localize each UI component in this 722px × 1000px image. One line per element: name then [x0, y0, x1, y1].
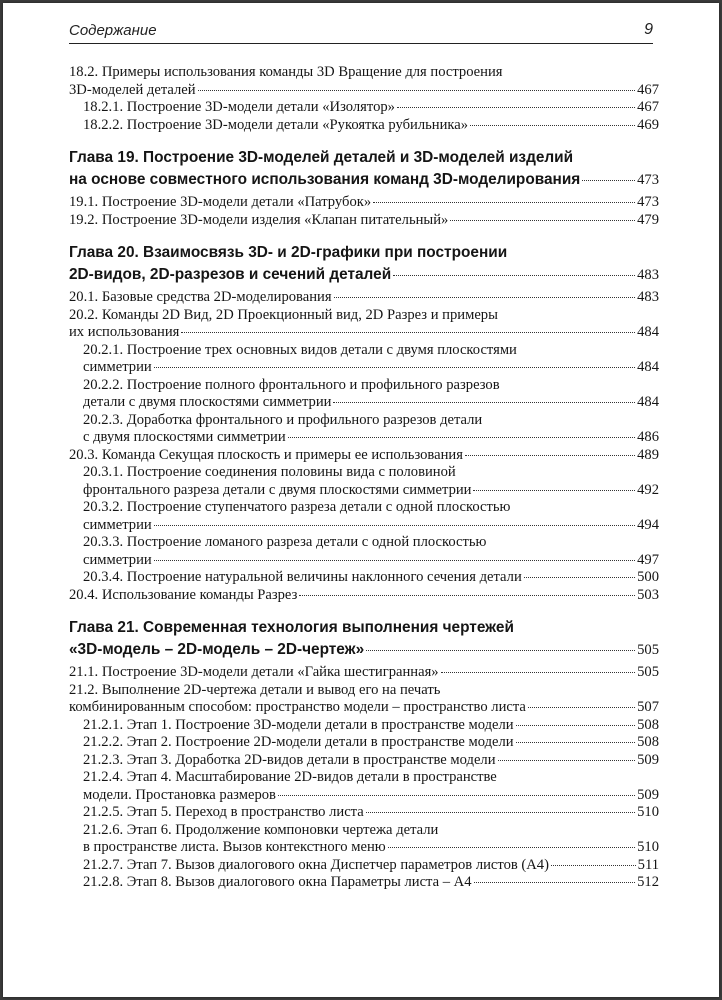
toc-entry-text: 21.2.4. Этап 4. Масштабирование 2D-видов детали в пространстве [83, 769, 497, 785]
toc-entry-text: 20.2.3. Доработка фронтального и профильного разрезов детали [83, 411, 483, 428]
toc-entry-text: 21.2.7. Этап 7. Вызов диалогового окна Диспетчер параметров листов (А4) [83, 856, 549, 873]
dot-leader [474, 882, 636, 883]
toc-page-number: 508 [637, 734, 659, 750]
toc-page-number: 505 [637, 642, 659, 658]
dot-leader [582, 180, 635, 181]
toc-page-number: 483 [637, 289, 659, 305]
dot-leader [373, 202, 635, 203]
toc-entry-text: 18.2.1. Построение 3D-модели детали «Изолятор» [83, 99, 395, 115]
dot-leader [470, 125, 635, 126]
toc-page-number: 484 [637, 324, 659, 340]
dot-leader [288, 437, 635, 438]
toc-entry[interactable] [69, 752, 659, 770]
dot-leader [154, 560, 635, 561]
toc-page-number: 507 [637, 699, 659, 715]
toc-page-number: 484 [637, 359, 659, 375]
toc-entry[interactable] [69, 212, 659, 230]
toc-entry-text: 21.2. Выполнение 2D-чертежа детали и вывод его на печать [69, 681, 441, 698]
dot-leader [465, 455, 635, 456]
toc-entry[interactable] [69, 99, 659, 117]
toc-page-number: 505 [637, 664, 659, 680]
toc-entry-text: 2D-видов, 2D-разрезов и сечений деталей [69, 266, 392, 283]
toc-page-number: 508 [637, 716, 659, 733]
toc-entry-text: в пространстве листа. Вызов контекстного меню [83, 839, 386, 855]
document-page [3, 3, 719, 997]
toc-entry[interactable] [69, 682, 659, 717]
dot-leader [334, 297, 636, 298]
toc-entry[interactable] [69, 342, 659, 377]
dot-leader [473, 490, 635, 491]
toc-entry-text: 21.2.6. Этап 6. Продолжение компоновки чертежа детали [83, 821, 439, 838]
toc-entry[interactable] [69, 717, 659, 735]
toc-page-number: 479 [637, 211, 659, 228]
toc-page-number: 510 [637, 804, 659, 820]
header-page-number: 9 [644, 21, 653, 38]
toc-entry-text: 21.2.5. Этап 5. Переход в пространство листа [83, 804, 364, 820]
toc-entry-text: 19.1. Построение 3D-модели детали «Патрубок» [69, 194, 372, 210]
toc-entry[interactable] [69, 769, 659, 804]
toc-entry-text: 20.3.3. Построение ломаного разреза детали с одной плоскостью [83, 534, 487, 550]
toc-entry[interactable] [69, 377, 659, 412]
toc-entry-text: на основе совместного использования команд 3D-моделирования [69, 171, 581, 188]
toc-entry-text: симметрии [83, 516, 152, 533]
toc-page-number: 483 [637, 267, 659, 283]
dot-leader [393, 275, 635, 276]
toc-entry-text: 21.2.3. Этап 3. Доработка 2D-видов детали в пространстве модели [83, 751, 496, 768]
toc-entry-text: 18.2. Примеры использования команды 3D Вращение для построения [69, 64, 503, 80]
toc-page-number: 509 [637, 786, 659, 803]
dot-leader [198, 90, 636, 91]
dot-leader [366, 812, 635, 813]
dot-leader [516, 742, 636, 743]
toc-entry-text: комбинированным способом: пространство модели – пространство листа [69, 699, 526, 715]
toc-page-number: 510 [637, 839, 659, 855]
toc-entry[interactable] [69, 857, 659, 875]
toc-entry[interactable] [69, 194, 659, 212]
toc-page-number: 467 [637, 99, 659, 115]
toc-entry-text: 20.3.2. Построение ступенчатого разреза детали с одной плоскостью [83, 499, 511, 515]
toc-entry-text: модели. Простановка размеров [83, 786, 276, 803]
toc-entry-text: 21.2.2. Этап 2. Построение 2D-модели детали в пространстве модели [83, 734, 514, 750]
toc-page-number: 469 [637, 116, 659, 133]
toc-page-number: 494 [637, 516, 659, 533]
toc-page-number: 473 [637, 194, 659, 210]
toc-entry-text: Глава 19. Построение 3D-моделей деталей и 3D-моделей изделий [69, 149, 574, 166]
toc-page-number: 489 [637, 446, 659, 463]
dot-leader [299, 595, 635, 596]
toc-entry[interactable] [69, 499, 659, 534]
toc-entry[interactable] [69, 874, 659, 892]
dot-leader [516, 725, 636, 726]
dot-leader [524, 577, 635, 578]
toc-page-number: 467 [637, 81, 659, 98]
toc-entry[interactable] [69, 447, 659, 465]
toc-entry-text: 19.2. Построение 3D-модели изделия «Клапан питательный» [69, 211, 449, 228]
toc-entry-text: Глава 20. Взаимосвязь 3D- и 2D-графики при построении [69, 244, 508, 261]
toc-page-number: 484 [637, 394, 659, 410]
dot-leader [441, 672, 636, 673]
toc-entry-text: фронтального разреза детали с двумя плоскостями симметрии [83, 481, 472, 498]
toc-entry[interactable] [69, 412, 659, 447]
toc-chapter[interactable] [69, 617, 659, 661]
toc-entry-text: 20.3. Команда Секущая плоскость и примеры ее использования [69, 446, 463, 463]
dot-leader [498, 760, 636, 761]
toc-entry-text: 20.1. Базовые средства 2D-моделирования [69, 289, 332, 305]
toc-entry-text: Глава 21. Современная технология выполнения чертежей [69, 619, 514, 636]
toc-entry-text: 21.2.1. Этап 1. Построение 3D-модели детали в пространстве модели [83, 716, 514, 733]
toc-page-number: 500 [637, 569, 659, 585]
dot-leader [388, 847, 635, 848]
toc-entry-text: 18.2.2. Построение 3D-модели детали «Рукоятка рубильника» [83, 116, 469, 133]
toc-entry[interactable] [69, 569, 659, 587]
dot-leader [450, 220, 635, 221]
toc-entry[interactable] [69, 534, 659, 569]
dot-leader [154, 525, 635, 526]
toc-entry-text: 20.2. Команды 2D Вид, 2D Проекционный вид, 2D Разрез и примеры [69, 306, 498, 323]
toc-entry-text: 20.3.4. Построение натуральной величины наклонного сечения детали [83, 569, 522, 585]
toc-entry[interactable] [69, 664, 659, 682]
toc-entry-text: с двумя плоскостями симметрии [83, 429, 286, 445]
toc-chapter[interactable] [69, 147, 659, 191]
toc-page-number: 492 [637, 481, 659, 498]
toc-entry-text: 20.2.2. Построение полного фронтального и профильного разрезов [83, 376, 500, 393]
running-header [69, 17, 653, 44]
table-of-contents [69, 64, 659, 892]
toc-entry-text: «3D-модель – 2D-модель – 2D-чертеж» [69, 641, 365, 658]
toc-entry-text: их использования [69, 324, 180, 340]
toc-entry-text: 21.2.8. Этап 8. Вызов диалогового окна Параметры листа – А4 [83, 874, 472, 890]
toc-page-number: 473 [637, 172, 659, 188]
toc-chapter[interactable] [69, 242, 659, 286]
toc-page-number: 511 [637, 856, 659, 873]
dot-leader [551, 865, 636, 866]
toc-entry[interactable] [69, 804, 659, 822]
toc-entry[interactable] [69, 822, 659, 857]
dot-leader [181, 332, 635, 333]
dot-leader [333, 402, 635, 403]
toc-entry[interactable] [69, 64, 659, 99]
toc-entry[interactable] [69, 307, 659, 342]
toc-entry-text: 20.3.1. Построение соединения половины вида с половиной [83, 464, 456, 480]
dot-leader [154, 367, 635, 368]
toc-page-number: 503 [637, 586, 659, 603]
toc-entry[interactable] [69, 464, 659, 499]
toc-entry-text: 21.1. Построение 3D-модели детали «Гайка шестигранная» [69, 664, 439, 680]
toc-entry-text: симметрии [83, 551, 152, 568]
toc-entry[interactable] [69, 734, 659, 752]
toc-page-number: 509 [637, 751, 659, 768]
dot-leader [278, 795, 635, 796]
toc-entry-text: 20.4. Использование команды Разрез [69, 586, 298, 603]
toc-entry-text: 20.2.1. Построение трех основных видов детали с двумя плоскостями [83, 341, 517, 358]
dot-leader [528, 707, 635, 708]
toc-entry-text: 3D-моделей деталей [69, 81, 196, 98]
dot-leader [397, 107, 635, 108]
toc-page-number: 497 [637, 551, 659, 568]
toc-entry-text: детали с двумя плоскостями симметрии [83, 394, 332, 410]
toc-page-number: 486 [637, 429, 659, 445]
toc-entry[interactable] [69, 289, 659, 307]
toc-entry[interactable] [69, 117, 659, 135]
toc-entry[interactable] [69, 587, 659, 605]
toc-entry-text: симметрии [83, 359, 152, 375]
dot-leader [366, 650, 635, 651]
toc-page-number: 512 [637, 874, 659, 890]
header-title: Содержание [69, 22, 157, 39]
